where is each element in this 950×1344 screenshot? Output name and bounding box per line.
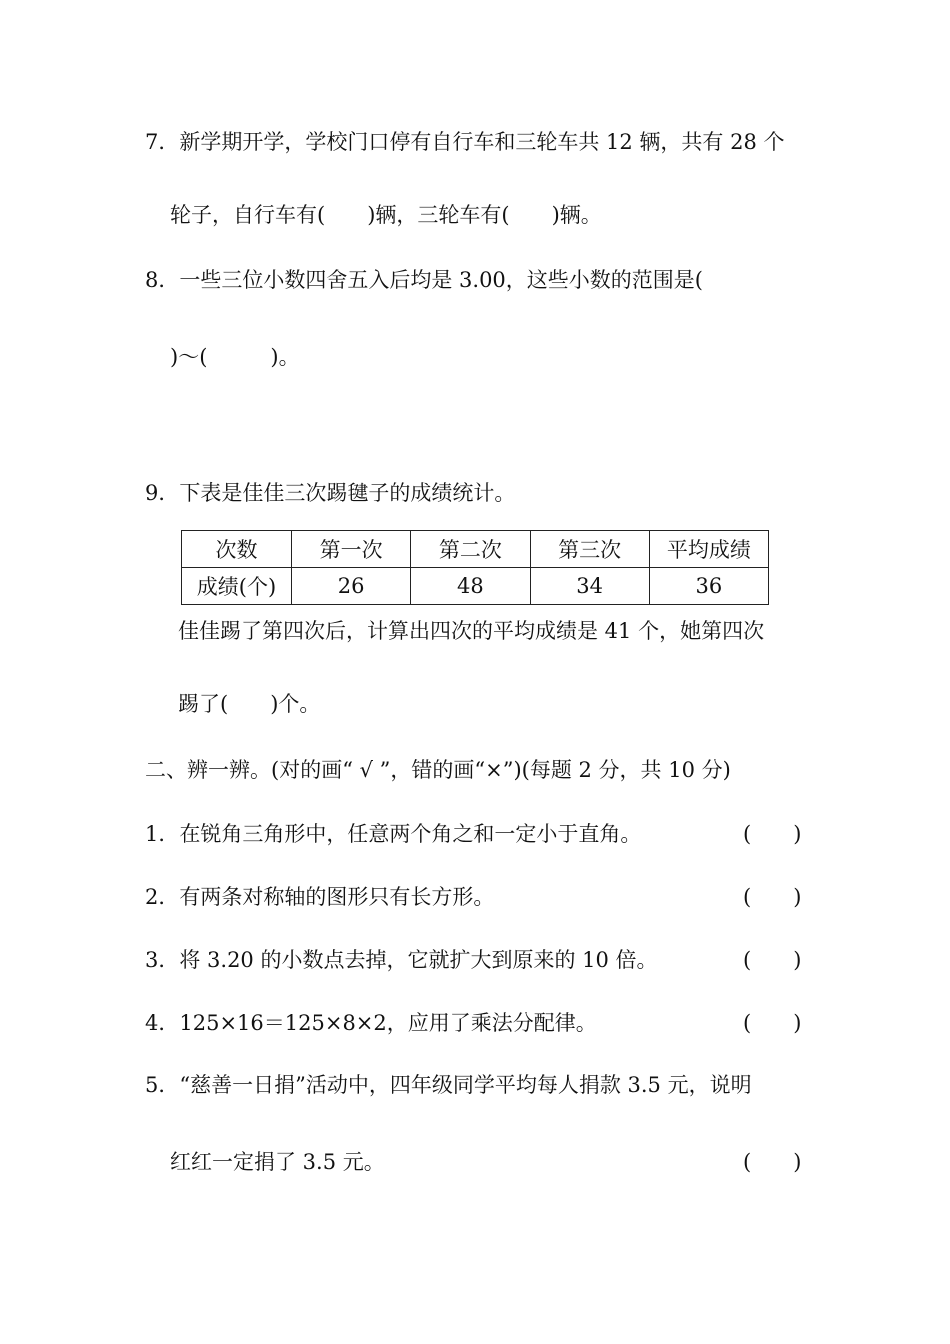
table-cell: 48 (411, 568, 530, 605)
q7-line1: 7．新学期开学，学校门口停有自行车和三轮车共 12 辆，共有 28 个 (145, 130, 785, 154)
judge-item-5: 5．“慈善一日捐”活动中，四年级同学平均每人捐款 3.5 元，说明 (145, 1073, 752, 1097)
q9-line2: 踢了( )个。 (178, 692, 321, 716)
judge-item-2: 2．有两条对称轴的图形只有长方形。 (145, 885, 495, 909)
table-header-cell: 次数 (182, 531, 292, 568)
q8-line2: )～( )。 (170, 345, 300, 369)
table-cell: 26 (292, 568, 411, 605)
q9-line1: 佳佳踢了第四次后，计算出四次的平均成绩是 41 个，她第四次 (178, 619, 765, 643)
answer-blank-4[interactable]: ( ) (743, 1011, 802, 1035)
table-row-label: 成绩(个) (182, 568, 292, 605)
answer-blank-1[interactable]: ( ) (743, 822, 802, 846)
score-table (181, 530, 769, 605)
judge-item-5-line2: 红红一定捐了 3.5 元。 (170, 1150, 385, 1174)
answer-blank-3[interactable]: ( ) (743, 948, 802, 972)
table-header-cell: 平均成绩 (649, 531, 768, 568)
answer-blank-2[interactable]: ( ) (743, 885, 802, 909)
table-row (182, 568, 769, 605)
q8-line1: 8．一些三位小数四舍五入后均是 3.00，这些小数的范围是( (145, 268, 703, 292)
table-header-cell: 第三次 (530, 531, 649, 568)
q7-line2: 轮子，自行车有( )辆，三轮车有( )辆。 (170, 203, 602, 227)
section2-heading: 二、辨一辨。(对的画“ √ ”，错的画“×”)(每题 2 分，共 10 分) (145, 758, 731, 782)
table-cell: 34 (530, 568, 649, 605)
table-header-row (182, 531, 769, 568)
judge-item-3: 3．将 3.20 的小数点去掉，它就扩大到原来的 10 倍。 (145, 948, 658, 972)
q9-intro: 9．下表是佳佳三次踢毽子的成绩统计。 (145, 481, 516, 505)
table-header-cell: 第二次 (411, 531, 530, 568)
judge-item-1: 1．在锐角三角形中，任意两个角之和一定小于直角。 (145, 822, 642, 846)
judge-item-4: 4．125×16＝125×8×2，应用了乘法分配律。 (145, 1011, 597, 1035)
table-cell: 36 (649, 568, 768, 605)
table-header-cell: 第一次 (292, 531, 411, 568)
answer-blank-5[interactable]: ( ) (743, 1150, 802, 1174)
